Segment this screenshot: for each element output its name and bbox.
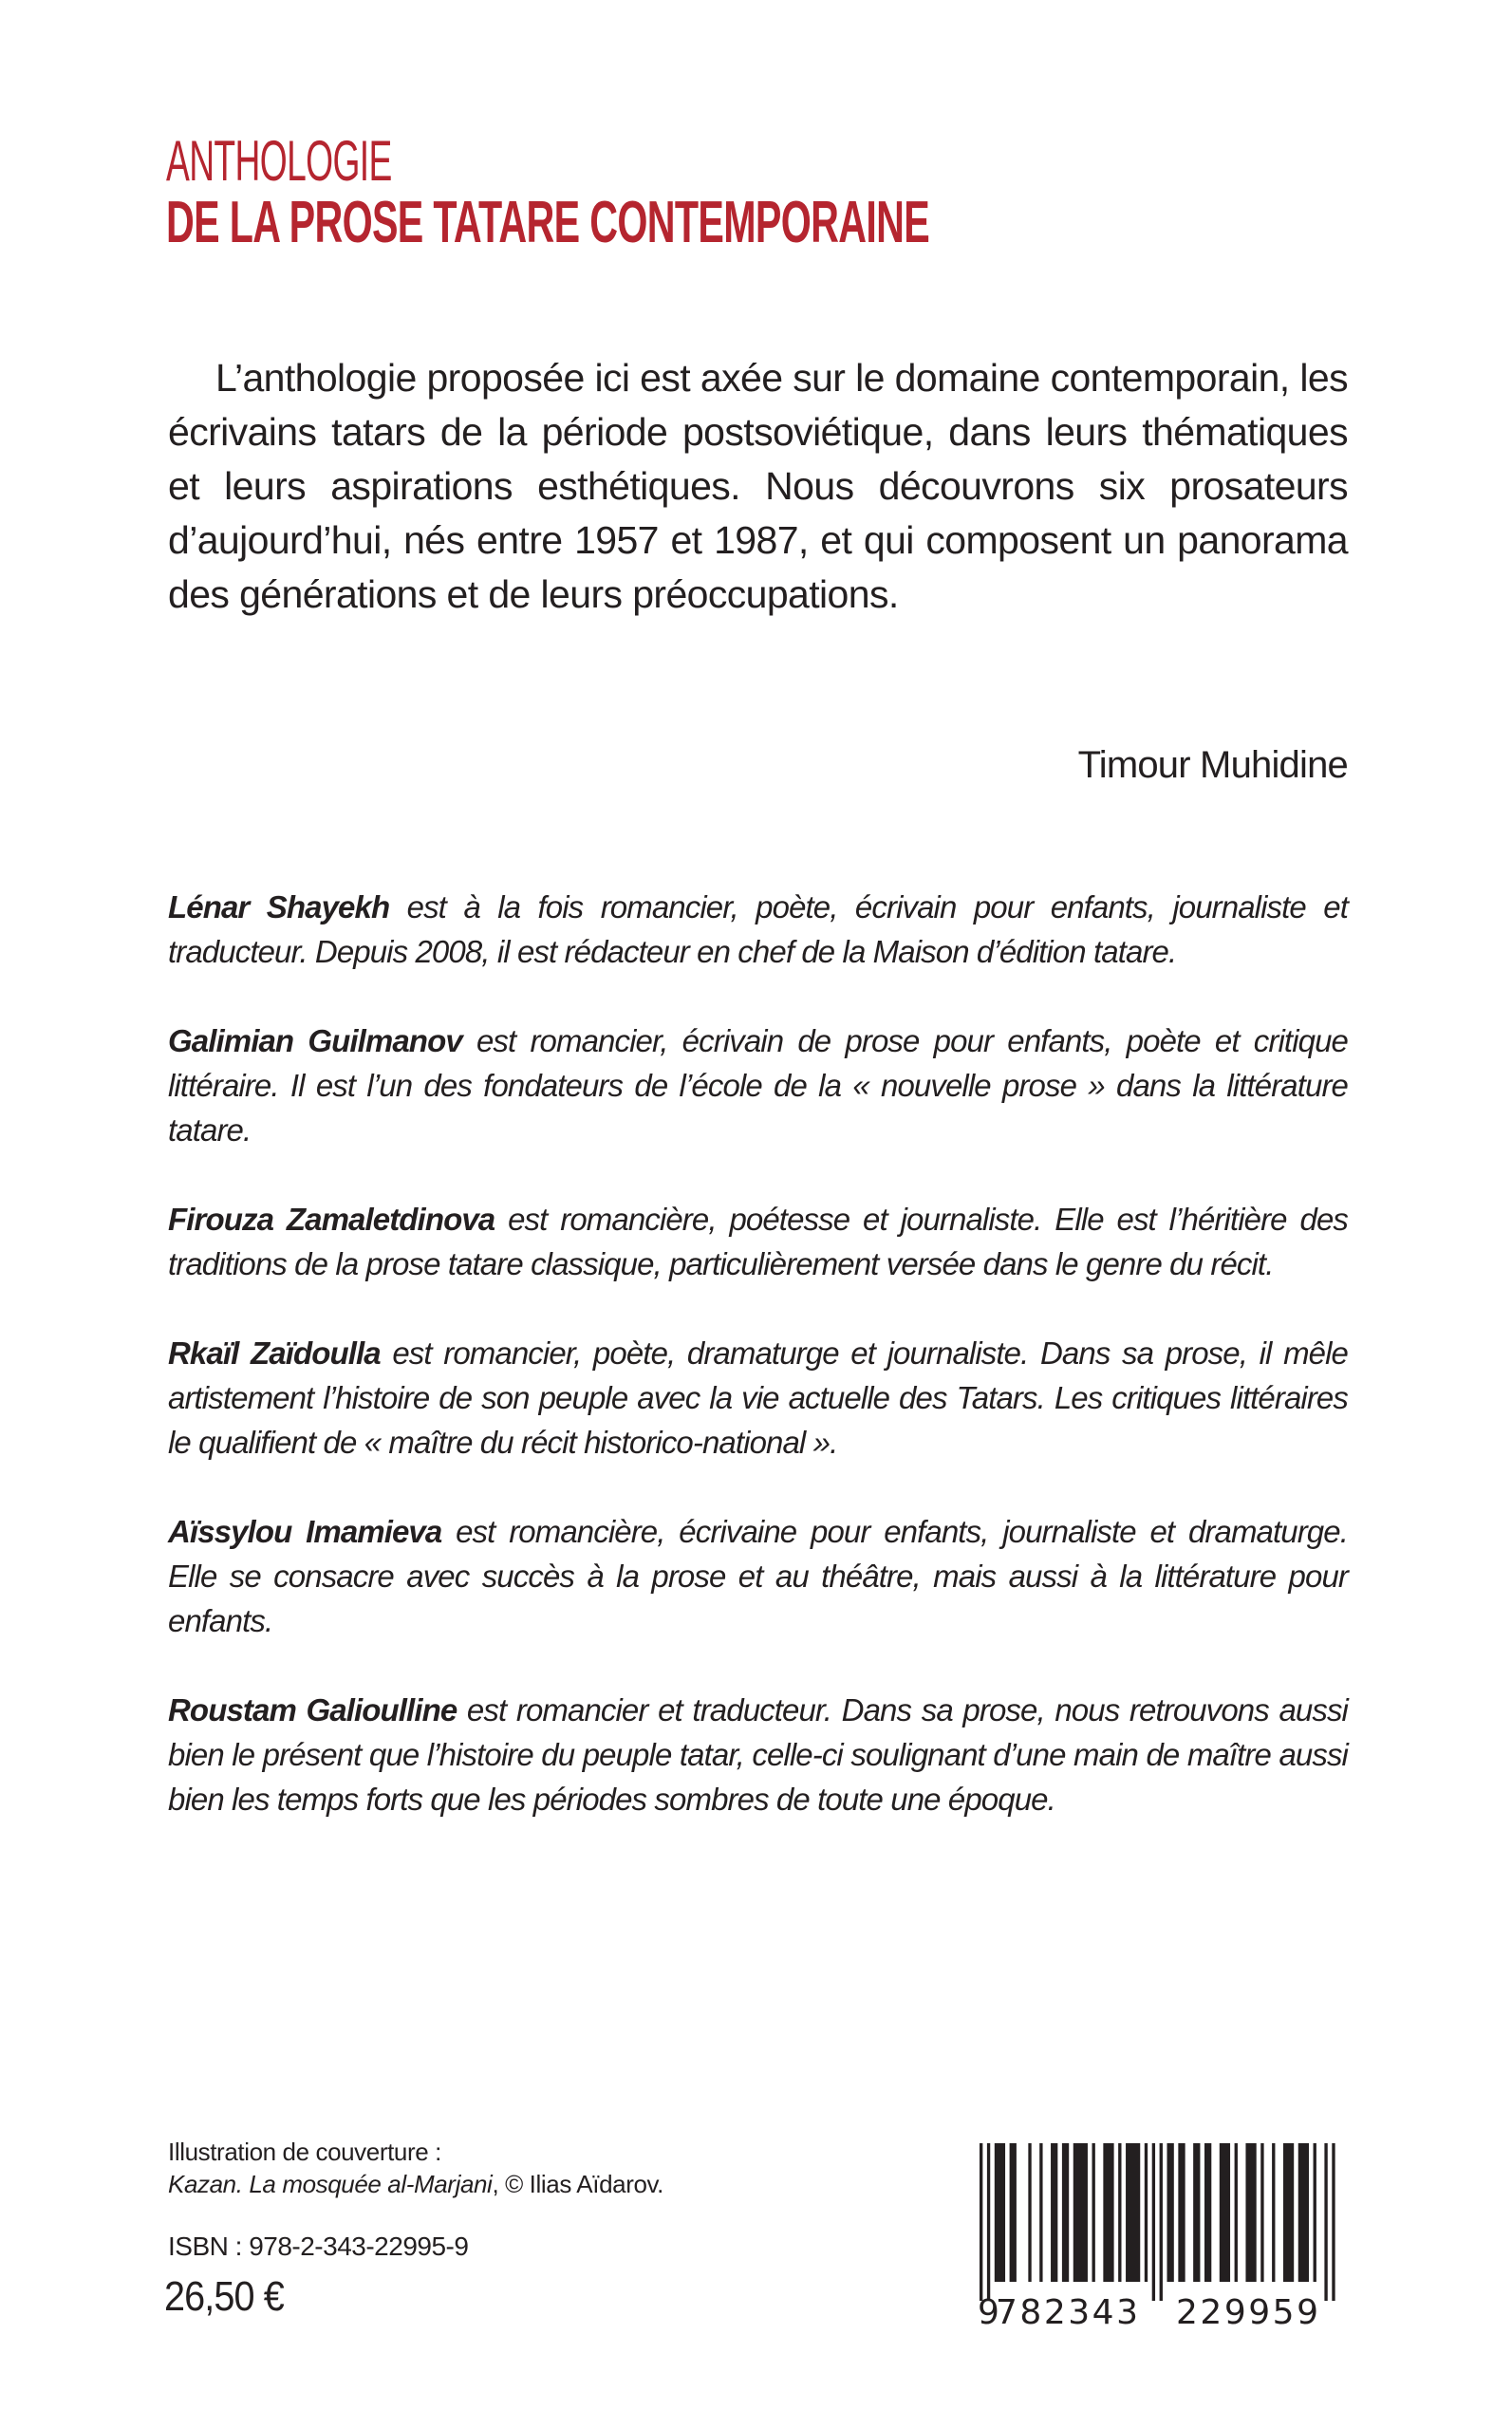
author-name: Rkaïl Zaïdoulla [168,1335,381,1371]
cover-illustration-credit [168,2136,663,2200]
author-description: est romancier et traducteur. Dans sa prose, nous retrouvons aussi bien le présent que l’histoire du peuple tatar, celle-ci soulignant d’une main de maître aussi bien les temps forts que les périodes sombres de toute une époque. [168,1692,1348,1817]
barcode-digits-right: 229959 [1176,2293,1318,2332]
barcode-bar [1204,2143,1211,2282]
barcode-bar [1283,2143,1294,2282]
barcode-bar [1220,2143,1230,2282]
author-name: Roustam Galioulline [168,1692,457,1727]
price: 26,50 € [164,2273,284,2320]
barcode-bar [1298,2143,1309,2282]
barcode-guard-bar [1324,2143,1327,2301]
barcode-digits-left: 782343 [996,2293,1138,2332]
barcode-bar [1073,2143,1088,2282]
barcode-bar [1193,2143,1200,2282]
barcode-bar [1028,2143,1031,2282]
barcode-bar [1051,2143,1057,2282]
isbn: ISBN : 978-2-343-22995-9 [168,2232,469,2261]
barcode-bar [1145,2143,1148,2282]
credit-line [168,2168,663,2200]
author-name: Aïssylou Imamieva [168,1514,442,1549]
barcode-bar [1039,2143,1042,2282]
author-description: est romancier, poète, dramaturge et journaliste. Dans sa prose, il mêle artistement l’histoire de son peuple avec la vie actuelle des Tatars. Les critiques littéraires le qualifient de « maître du récit historico-national ». [168,1335,1349,1460]
author-name: Lénar Shayekh [168,889,390,924]
author-name: Firouza Zamaletdinova [168,1202,495,1237]
credit-work-title: Kazan. La mosquée al-Marjani [168,2170,493,2198]
title-line-1: ANTHOLOGIE [166,129,392,193]
barcode-bar [1178,2143,1185,2282]
barcode-guard-bar [1332,2143,1335,2301]
intro-section [168,351,1348,622]
author-bio [168,885,1348,974]
barcode-bar [1272,2143,1275,2282]
barcode-bar [1126,2143,1140,2282]
barcode-guard-bar [987,2143,990,2301]
intro-paragraph: L’anthologie proposée ici est axée sur le domaine contemporain, les écrivains tatars de la période postsoviétique, dans leurs thématiques et leurs aspirations esthétiques. Nous découvrons six prosateurs d’aujourd’hui, nés entre 1957 et 1987, et qui composent un panorama des générations et de leurs préoccupations. [168,356,1348,616]
barcode-guard-bar [1152,2143,1155,2301]
barcode-bar [1118,2143,1121,2282]
barcode-bar [1010,2143,1017,2282]
barcode-bar [995,2143,1005,2282]
title-line-2: DE LA PROSE TATARE CONTEMPORAINE [166,190,930,255]
barcode-bars [980,2143,1335,2301]
author-bio [168,1331,1348,1465]
barcode-bar [1235,2143,1238,2282]
author-description: est romancier, écrivain de prose pour enfants, poète et critique littéraire. Il est l’un des fondateurs de l’école de la « nouvelle prose » dans la littérature tatare. [168,1023,1348,1148]
barcode-bar [1167,2143,1174,2282]
barcode [949,2136,1348,2335]
barcode-digit-first: 9 [978,2293,999,2332]
barcode-guard-bar [980,2143,982,2301]
barcode-bar [1092,2143,1095,2282]
author-bio [168,1509,1348,1643]
barcode-bar [1260,2143,1263,2282]
author-description: est à la fois romancier, poète, écrivain pour enfants, journaliste et traducteur. Depuis 2008, il est rédacteur en chef de la Maison d’édition tatare. [168,889,1348,969]
credit-label: Illustration de couverture : [168,2138,441,2166]
intro-signature: Timour Muhidine [1077,744,1348,786]
barcode-bar [1314,2143,1316,2282]
author-description: est romancière, poétesse et journaliste. Elle est l’héritière des traditions de la prose tatare classique, particulièrement versée dans le genre du récit. [168,1202,1348,1281]
barcode-bar [1103,2143,1113,2282]
credit-artist: , © Ilias Aïdarov. [492,2170,664,2198]
barcode-guard-bar [1160,2143,1163,2301]
author-bio [168,1018,1348,1152]
author-name: Galimian Guilmanov [168,1023,462,1058]
barcode-bar [1062,2143,1069,2282]
author-bio [168,1688,1348,1821]
author-description: est romancière, écrivaine pour enfants, journaliste et dramaturge. Elle se consacre avec succès à la prose et au théâtre, mais aussi à la littérature pour enfants. [168,1514,1348,1638]
author-bios [168,885,1348,1866]
author-bio [168,1197,1348,1286]
barcode-bar [1245,2143,1256,2282]
book-title [166,131,1314,254]
